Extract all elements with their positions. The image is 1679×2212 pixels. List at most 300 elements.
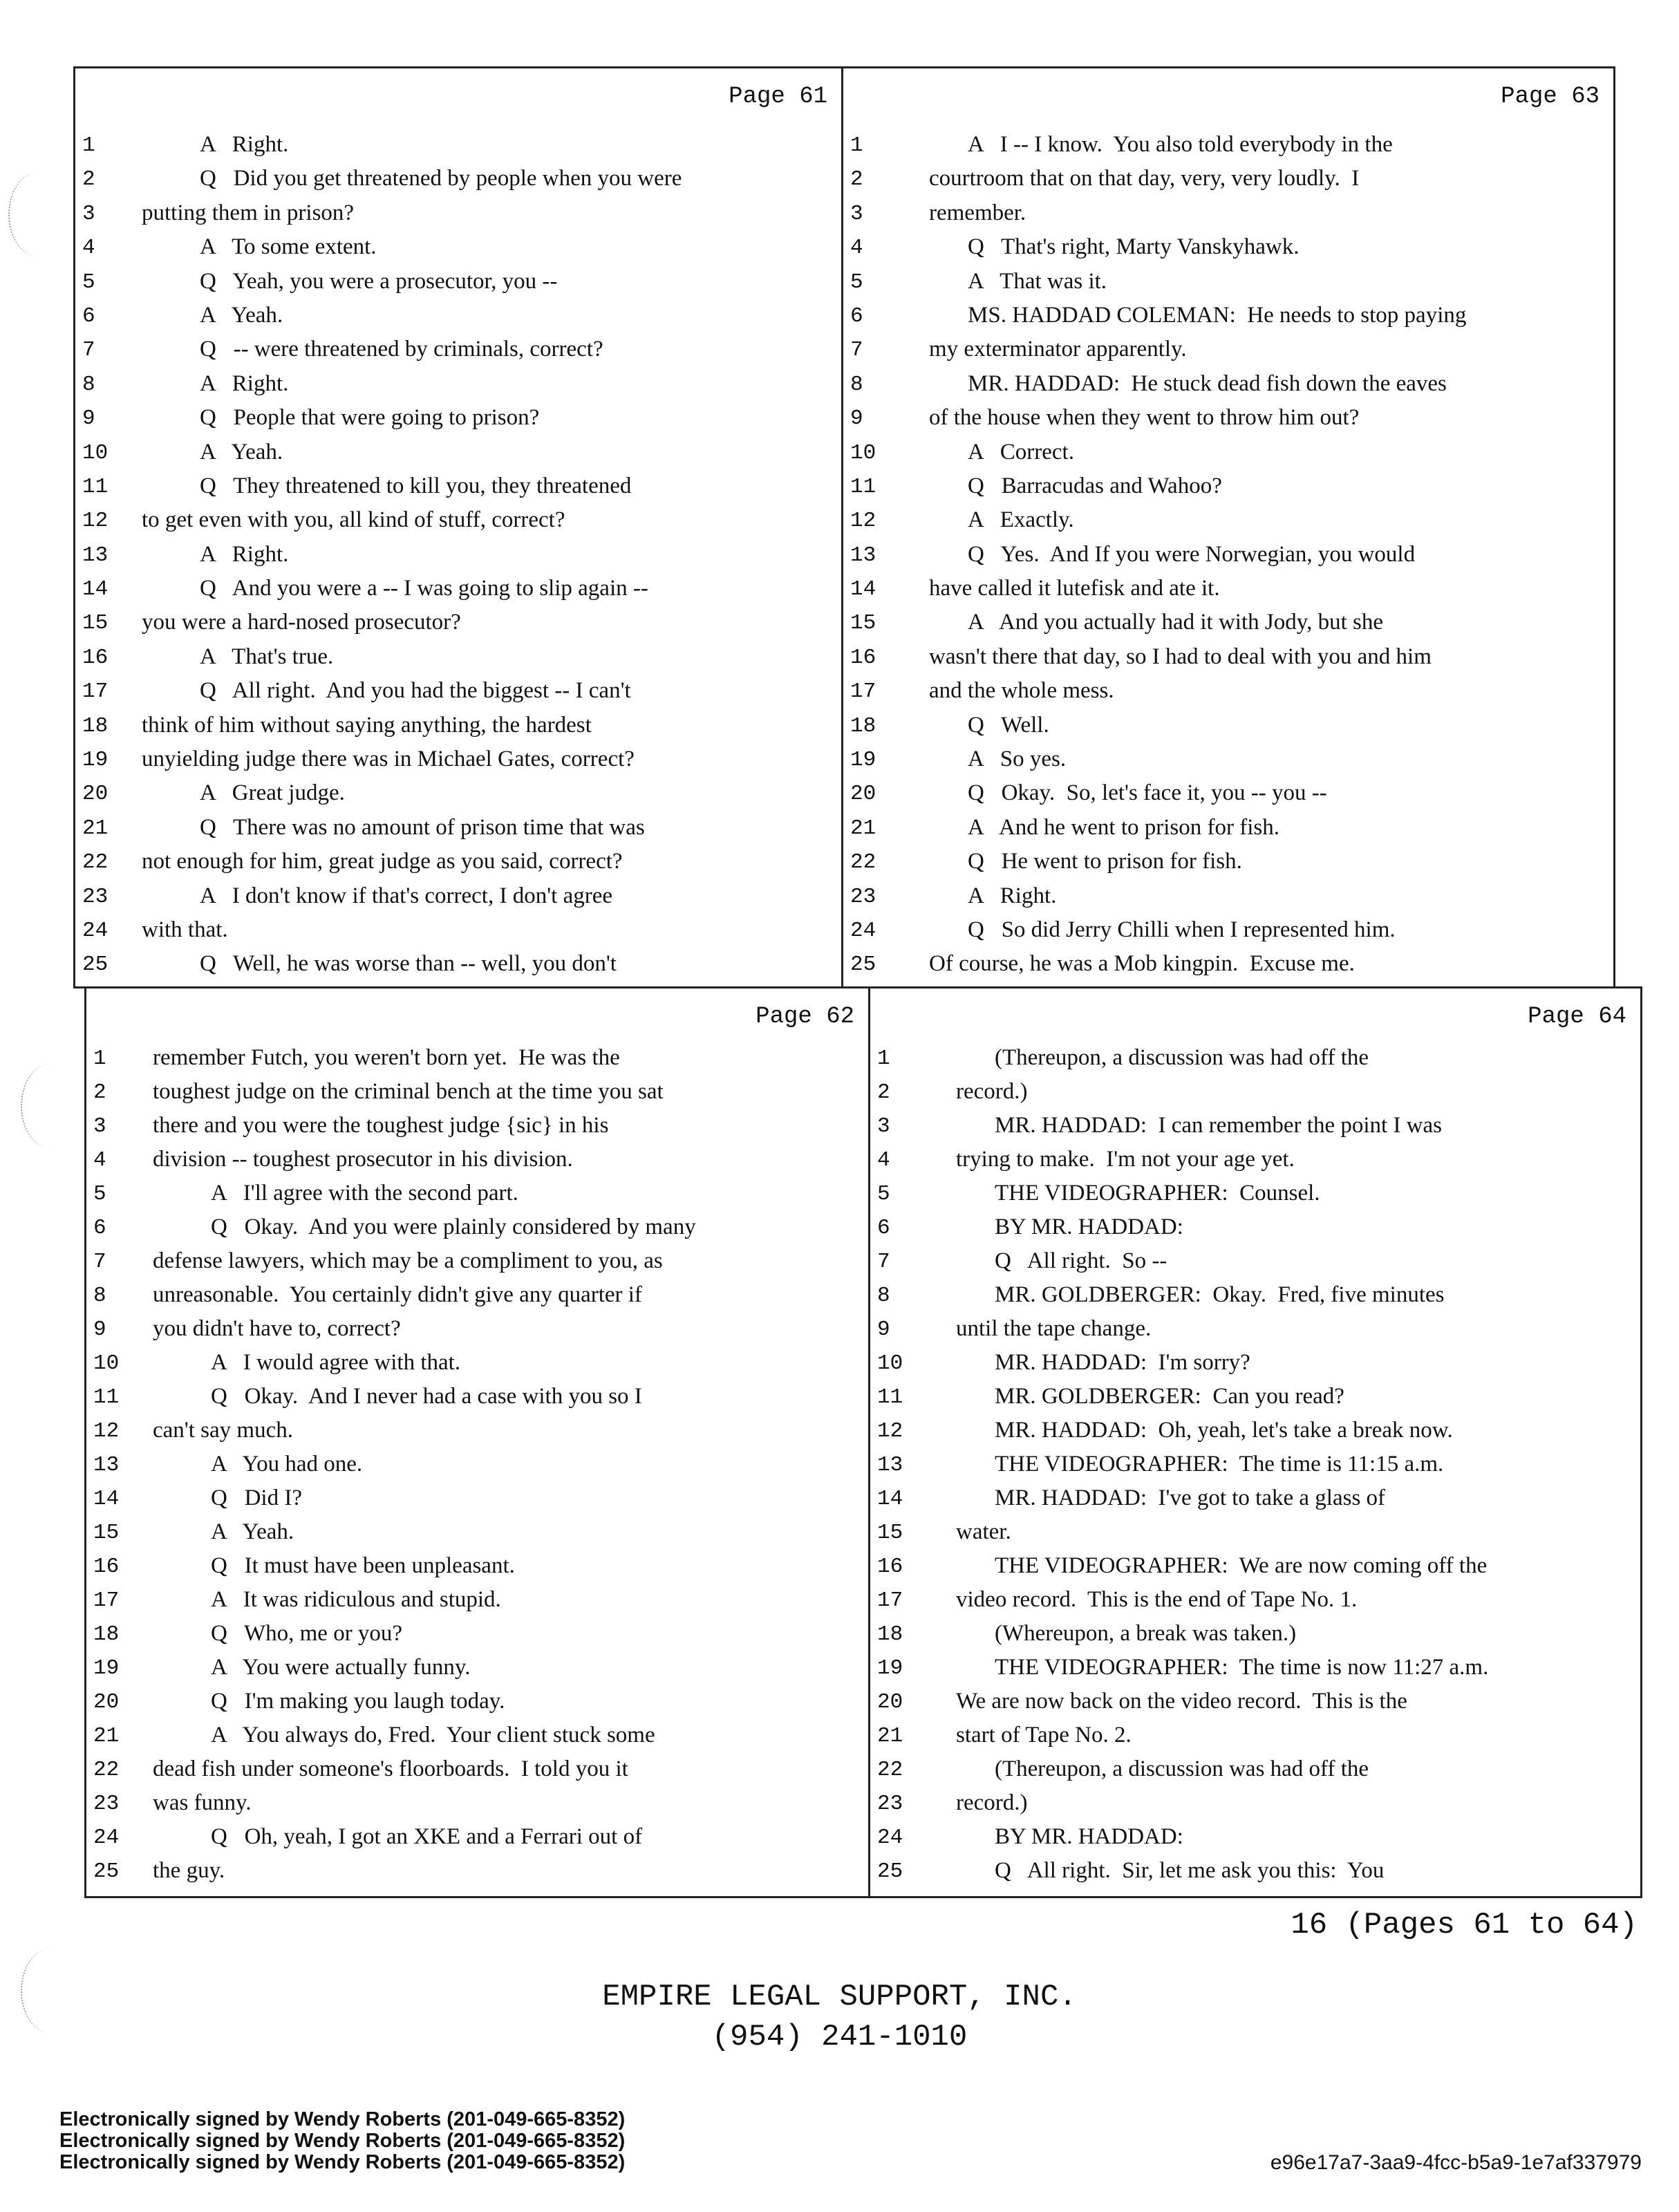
line-number: 23 <box>82 884 109 909</box>
line-number: 25 <box>93 1859 120 1884</box>
line-number: 19 <box>877 1656 903 1680</box>
line-number: 22 <box>82 850 109 875</box>
transcript-line <box>75 471 841 505</box>
line-number: 21 <box>877 1724 903 1748</box>
line-text: Q Yeah, you were a prosecutor, you -- <box>200 268 558 294</box>
line-text: Q Did you get threatened by people when you were <box>200 166 682 191</box>
line-number: 10 <box>82 440 109 465</box>
line-text: you were a hard-nosed prosecutor? <box>142 610 461 635</box>
line-number: 17 <box>877 1588 903 1613</box>
transcript-line <box>843 471 1613 505</box>
line-number: 6 <box>93 1216 106 1240</box>
transcript-line <box>843 266 1613 300</box>
page-range-footer: 16 (Pages 61 to 64) <box>1291 1908 1638 1942</box>
line-text: (Whereupon, a break was taken.) <box>995 1621 1297 1646</box>
line-number: 11 <box>850 474 876 499</box>
transcript-line <box>870 1754 1640 1788</box>
transcript-line <box>843 846 1613 880</box>
line-number: 14 <box>82 577 109 602</box>
line-number: 8 <box>93 1284 106 1308</box>
transcript-line <box>843 129 1613 163</box>
line-number: 13 <box>82 543 109 568</box>
transcript-line <box>843 710 1613 744</box>
line-text: We are now back on the video record. This is the <box>956 1689 1407 1714</box>
line-number: 23 <box>850 884 876 909</box>
line-number: 2 <box>93 1080 106 1105</box>
signature-line: Electronically signed by Wendy Roberts (201-049-665-8352) <box>59 2151 626 2173</box>
line-number: 9 <box>850 406 863 431</box>
line-number: 24 <box>877 1826 903 1850</box>
signature-line: Electronically signed by Wendy Roberts (201-049-665-8352) <box>59 2108 626 2130</box>
line-number: 16 <box>850 645 876 670</box>
line-text: (Thereupon, a discussion was had off the <box>995 1756 1369 1781</box>
line-text: A Right. <box>200 371 289 396</box>
line-number: 13 <box>877 1453 903 1477</box>
transcript-line <box>870 1618 1640 1652</box>
line-text: A That was it. <box>968 268 1107 294</box>
line-number: 14 <box>93 1487 120 1511</box>
transcript-line <box>870 1686 1640 1720</box>
line-number: 25 <box>850 953 876 977</box>
line-text: courtroom that on that day, very, very loudly. I <box>929 166 1360 191</box>
transcript-line <box>870 1042 1640 1076</box>
line-number: 2 <box>82 167 95 192</box>
transcript-line <box>843 232 1613 265</box>
line-text: Q And you were a -- I was going to slip again -- <box>200 576 648 601</box>
line-number: 25 <box>877 1859 903 1884</box>
transcript-line <box>870 1313 1640 1347</box>
transcript-line <box>843 334 1613 368</box>
line-number: 21 <box>93 1724 120 1748</box>
line-text: with that. <box>142 917 228 942</box>
transcript-line <box>75 778 841 812</box>
transcript-line <box>75 334 841 368</box>
transcript-line <box>870 1720 1640 1754</box>
transcript-line <box>75 129 841 163</box>
line-number: 12 <box>82 509 109 534</box>
transcript-lines <box>86 1042 868 1889</box>
transcript-line <box>843 402 1613 436</box>
line-number: 14 <box>850 577 876 602</box>
transcript-line <box>843 778 1613 812</box>
line-number: 8 <box>850 372 863 397</box>
line-text: toughest judge on the criminal bench at the time you sat <box>153 1079 664 1104</box>
line-text: Q -- were threatened by criminals, correct? <box>200 337 603 362</box>
line-number: 11 <box>82 474 109 499</box>
line-number: 15 <box>877 1521 903 1545</box>
line-text: Q Okay. And I never had a case with you so I <box>211 1384 642 1409</box>
line-number: 13 <box>93 1453 120 1477</box>
line-text: to get even with you, all kind of stuff, correct? <box>142 507 565 533</box>
transcript-line <box>86 1517 868 1550</box>
line-text: A Right. <box>200 541 289 567</box>
transcript-line <box>843 641 1613 675</box>
line-text: MS. HADDAD COLEMAN: He needs to stop paying <box>968 302 1467 328</box>
punch-hole-mark <box>8 173 65 256</box>
transcript-line <box>86 1178 868 1212</box>
line-number: 9 <box>877 1318 890 1342</box>
transcript-line <box>843 881 1613 915</box>
transcript-line <box>75 607 841 641</box>
line-text: trying to make. I'm not your age yet. <box>956 1147 1295 1172</box>
line-number: 15 <box>93 1521 120 1545</box>
transcript-lines <box>75 129 841 983</box>
line-number: 16 <box>93 1555 120 1579</box>
line-number: 22 <box>93 1758 120 1782</box>
line-number: 1 <box>877 1047 890 1071</box>
transcript-line <box>843 505 1613 538</box>
page-label: Page 64 <box>1528 1004 1626 1030</box>
line-text: Q It must have been unpleasant. <box>211 1553 515 1578</box>
transcript-line <box>86 1347 868 1381</box>
transcript-line <box>75 402 841 436</box>
line-number: 19 <box>93 1656 120 1680</box>
transcript-line <box>75 948 841 982</box>
transcript-line <box>870 1483 1640 1517</box>
line-text: Q All right. So -- <box>995 1248 1167 1273</box>
line-text: division -- toughest prosecutor in his division. <box>153 1147 573 1172</box>
line-number: 1 <box>850 133 863 158</box>
transcript-line <box>86 1550 868 1584</box>
line-text: A Yeah. <box>211 1519 294 1544</box>
line-text: Q Oh, yeah, I got an XKE and a Ferrari out of <box>211 1824 643 1849</box>
line-number: 21 <box>82 816 109 841</box>
line-number: 13 <box>850 543 876 568</box>
transcript-line <box>75 641 841 675</box>
line-text: MR. HADDAD: He stuck dead fish down the eaves <box>968 371 1447 396</box>
transcript-line <box>870 1076 1640 1110</box>
transcript-line <box>870 1178 1640 1212</box>
signature-line: Electronically signed by Wendy Roberts (201-049-665-8352) <box>59 2130 626 2152</box>
line-text: video record. This is the end of Tape No. 1. <box>956 1587 1358 1612</box>
line-number: 11 <box>93 1385 120 1409</box>
line-number: 17 <box>850 679 876 704</box>
transcript-line <box>75 710 841 744</box>
line-number: 15 <box>82 611 109 636</box>
line-number: 24 <box>850 918 876 943</box>
line-number: 9 <box>82 406 95 431</box>
company-block <box>0 1977 1679 2057</box>
line-text: there and you were the toughest judge {sic} in his <box>153 1113 609 1138</box>
line-number: 14 <box>877 1487 903 1511</box>
transcript-line <box>870 1144 1640 1178</box>
transcript-line <box>75 300 841 334</box>
line-text: Q All right. Sir, let me ask you this: You <box>995 1858 1385 1883</box>
transcript-line <box>86 1246 868 1280</box>
line-number: 16 <box>877 1555 903 1579</box>
transcript-line <box>86 1652 868 1686</box>
transcript-line <box>870 1110 1640 1144</box>
line-number: 21 <box>850 816 876 841</box>
transcript-line <box>870 1788 1640 1821</box>
line-text: my exterminator apparently. <box>929 337 1187 362</box>
line-number: 2 <box>877 1080 890 1105</box>
line-number: 22 <box>877 1758 903 1782</box>
transcript-line <box>75 915 841 948</box>
transcript-line <box>86 1754 868 1788</box>
line-text: Q There was no amount of prison time that was <box>200 814 645 840</box>
line-number: 6 <box>82 303 95 328</box>
line-text: A Right. <box>200 132 289 157</box>
transcript-line <box>75 232 841 265</box>
line-number: 12 <box>877 1419 903 1443</box>
line-text: A You were actually funny. <box>211 1655 471 1680</box>
line-number: 3 <box>877 1114 890 1138</box>
transcript-line <box>870 1821 1640 1855</box>
line-number: 8 <box>877 1284 890 1308</box>
line-text: A To some extent. <box>200 234 377 260</box>
transcript-line <box>75 163 841 197</box>
line-text: A I don't know if that's correct, I don't agree <box>200 883 612 908</box>
transcript-line <box>86 1144 868 1178</box>
line-number: 17 <box>93 1588 120 1613</box>
line-number: 11 <box>877 1385 903 1409</box>
line-number: 6 <box>850 303 863 328</box>
line-number: 20 <box>877 1690 903 1714</box>
line-text: Q Yes. And If you were Norwegian, you would <box>968 541 1416 567</box>
transcript-line <box>843 163 1613 197</box>
transcript-line <box>75 846 841 880</box>
line-number: 16 <box>82 645 109 670</box>
line-text: can't say much. <box>153 1418 293 1443</box>
line-number: 20 <box>850 782 876 807</box>
transcript-line <box>843 675 1613 709</box>
line-text: MR. HADDAD: I've got to take a glass of <box>995 1485 1386 1510</box>
transcript-line <box>843 368 1613 402</box>
transcript-page-61 <box>73 66 843 988</box>
line-text: (Thereupon, a discussion was had off the <box>995 1045 1369 1070</box>
line-number: 10 <box>850 440 876 465</box>
line-number: 3 <box>850 201 863 226</box>
line-text: Q Okay. So, let's face it, you -- you -- <box>968 780 1327 806</box>
line-text: THE VIDEOGRAPHER: Counsel. <box>995 1181 1320 1206</box>
transcript-lines <box>870 1042 1640 1889</box>
line-text: have called it lutefisk and ate it. <box>929 576 1220 601</box>
transcript-line <box>75 437 841 471</box>
line-text: of the house when they went to throw him out? <box>929 405 1360 431</box>
line-text: A That's true. <box>200 644 334 669</box>
line-text: MR. HADDAD: I'm sorry? <box>995 1350 1250 1375</box>
transcript-line <box>843 437 1613 471</box>
transcript-line <box>75 198 841 232</box>
transcript-line <box>870 1347 1640 1381</box>
line-text: and the whole mess. <box>929 678 1114 704</box>
line-number: 22 <box>850 850 876 875</box>
line-number: 19 <box>850 748 876 773</box>
line-number: 18 <box>82 713 109 738</box>
transcript-line <box>843 198 1613 232</box>
line-text: BY MR. HADDAD: <box>995 1215 1183 1239</box>
document-hash: e96e17a7-3aa9-4fcc-b5a9-1e7af337979 <box>1270 2151 1642 2174</box>
line-text: Q He went to prison for fish. <box>968 849 1242 874</box>
transcript-line <box>86 1110 868 1144</box>
line-number: 18 <box>877 1622 903 1647</box>
line-text: start of Tape No. 2. <box>956 1723 1132 1747</box>
line-text: A You always do, Fred. Your client stuck some <box>211 1723 655 1747</box>
transcript-line <box>75 505 841 538</box>
transcript-line <box>75 573 841 607</box>
line-text: Of course, he was a Mob kingpin. Excuse me. <box>929 951 1355 977</box>
punch-hole-mark <box>21 1065 77 1147</box>
line-text: A So yes. <box>968 747 1067 772</box>
line-text: water. <box>956 1519 1011 1544</box>
transcript-grid <box>73 66 1641 1898</box>
line-number: 7 <box>850 338 863 363</box>
line-number: 5 <box>82 270 95 294</box>
transcript-line <box>75 881 841 915</box>
line-number: 23 <box>93 1792 120 1816</box>
line-number: 15 <box>850 611 876 636</box>
transcript-page-63 <box>841 66 1615 988</box>
company-phone: (954) 241-1010 <box>711 2020 968 2054</box>
line-text: THE VIDEOGRAPHER: The time is now 11:27 a.m. <box>995 1655 1489 1680</box>
transcript-lines <box>843 129 1613 983</box>
line-text: A And you actually had it with Jody, but she <box>968 610 1383 635</box>
transcript-line <box>86 1788 868 1821</box>
line-text: you didn't have to, correct? <box>153 1316 401 1341</box>
line-text: wasn't there that day, so I had to deal with you and him <box>929 644 1432 669</box>
line-text: BY MR. HADDAD: <box>995 1824 1183 1849</box>
line-text: A And he went to prison for fish. <box>968 814 1279 840</box>
line-text: A I -- I know. You also told everybody in the <box>968 132 1393 157</box>
line-text: Q So did Jerry Chilli when I represented him. <box>968 917 1396 942</box>
line-number: 17 <box>82 679 109 704</box>
line-number: 24 <box>93 1826 120 1850</box>
transcript-line <box>86 1449 868 1483</box>
line-number: 4 <box>850 236 863 261</box>
line-number: 20 <box>82 782 109 807</box>
transcript-line <box>870 1584 1640 1618</box>
line-text: dead fish under someone's floorboards. I told you it <box>153 1756 628 1781</box>
line-number: 4 <box>93 1148 106 1172</box>
line-text: was funny. <box>153 1790 252 1815</box>
transcript-line <box>86 1076 868 1110</box>
line-text: Q Well. <box>968 712 1049 738</box>
line-number: 8 <box>82 372 95 397</box>
line-text: A You had one. <box>211 1452 363 1477</box>
line-text: A It was ridiculous and stupid. <box>211 1587 501 1612</box>
transcript-line <box>86 1280 868 1313</box>
transcript-line <box>843 812 1613 846</box>
transcript-line <box>75 266 841 300</box>
line-text: Q People that were going to prison? <box>200 405 540 431</box>
page-label: Page 62 <box>756 1004 854 1030</box>
line-number: 9 <box>93 1318 106 1342</box>
line-text: until the tape change. <box>956 1316 1152 1341</box>
transcript-page-64 <box>868 986 1642 1898</box>
line-text: THE VIDEOGRAPHER: We are now coming off the <box>995 1553 1488 1578</box>
line-number: 2 <box>850 167 863 192</box>
transcript-line <box>86 1313 868 1347</box>
line-text: Q All right. And you had the biggest -- I can't <box>200 678 631 704</box>
line-text: Q Did I? <box>211 1485 302 1510</box>
line-text: think of him without saying anything, the hardest <box>142 712 592 738</box>
transcript-line <box>86 1686 868 1720</box>
transcript-line <box>75 744 841 778</box>
line-number: 12 <box>93 1419 120 1443</box>
line-text: not enough for him, great judge as you said, correct? <box>142 849 623 874</box>
line-number: 10 <box>877 1351 903 1376</box>
line-text: MR. HADDAD: Oh, yeah, let's take a break now. <box>995 1418 1453 1443</box>
line-text: record.) <box>956 1790 1028 1815</box>
page-label: Page 63 <box>1501 84 1600 110</box>
line-text: A I would agree with that. <box>211 1350 461 1375</box>
transcript-line <box>86 1483 868 1517</box>
transcript-line <box>843 607 1613 641</box>
line-number: 6 <box>877 1216 890 1240</box>
line-text: Q Who, me or you? <box>211 1621 403 1646</box>
line-text: MR. GOLDBERGER: Okay. Fred, five minutes <box>995 1282 1445 1307</box>
transcript-page-62 <box>84 986 870 1898</box>
company-name: EMPIRE LEGAL SUPPORT, INC. <box>602 1980 1077 2014</box>
transcript-line <box>843 948 1613 982</box>
transcript-line <box>75 675 841 709</box>
transcript-line <box>870 1517 1640 1550</box>
line-number: 4 <box>877 1148 890 1172</box>
line-number: 25 <box>82 953 109 977</box>
line-text: THE VIDEOGRAPHER: The time is 11:15 a.m. <box>995 1452 1444 1477</box>
line-text: A Yeah. <box>200 302 283 328</box>
line-text: A Exactly. <box>968 507 1074 533</box>
line-text: Q Okay. And you were plainly considered by many <box>211 1215 696 1239</box>
transcript-line <box>86 1212 868 1246</box>
transcript-line <box>870 1550 1640 1584</box>
transcript-line <box>86 1618 868 1652</box>
line-number: 23 <box>877 1792 903 1816</box>
line-text: Q They threatened to kill you, they threatened <box>200 473 632 498</box>
line-text: unyielding judge there was in Michael Gates, correct? <box>142 747 635 772</box>
line-text: putting them in prison? <box>142 200 355 225</box>
line-text: remember. <box>929 200 1026 225</box>
line-number: 7 <box>877 1250 890 1274</box>
line-number: 1 <box>93 1047 106 1071</box>
line-text: MR. HADDAD: I can remember the point I was <box>995 1113 1443 1138</box>
transcript-line <box>86 1855 868 1889</box>
transcript-line <box>86 1042 868 1076</box>
transcript-line <box>86 1415 868 1449</box>
transcript-line <box>870 1246 1640 1280</box>
line-number: 5 <box>877 1182 890 1206</box>
transcript-line <box>843 573 1613 607</box>
line-text: Q Well, he was worse than -- well, you don't <box>200 951 617 977</box>
transcript-line <box>86 1720 868 1754</box>
line-text: A I'll agree with the second part. <box>211 1181 518 1206</box>
line-number: 1 <box>82 133 95 158</box>
transcript-line <box>75 368 841 402</box>
line-number: 10 <box>93 1351 120 1376</box>
transcript-line <box>870 1415 1640 1449</box>
line-number: 20 <box>93 1690 120 1714</box>
line-text: Q That's right, Marty Vanskyhawk. <box>968 234 1300 260</box>
line-number: 7 <box>93 1250 106 1274</box>
line-text: record.) <box>956 1079 1028 1104</box>
transcript-line <box>870 1449 1640 1483</box>
line-number: 5 <box>93 1182 106 1206</box>
transcript-line <box>843 744 1613 778</box>
line-number: 4 <box>82 236 95 261</box>
line-number: 19 <box>82 748 109 773</box>
line-text: Q Barracudas and Wahoo? <box>968 473 1222 498</box>
line-number: 7 <box>82 338 95 363</box>
transcript-line <box>86 1381 868 1415</box>
transcript-line <box>870 1280 1640 1313</box>
line-number: 12 <box>850 509 876 534</box>
transcript-line <box>870 1652 1640 1686</box>
transcript-line <box>86 1584 868 1618</box>
transcript-line <box>870 1212 1640 1246</box>
transcript-line <box>86 1821 868 1855</box>
line-text: remember Futch, you weren't born yet. He was the <box>153 1045 620 1070</box>
